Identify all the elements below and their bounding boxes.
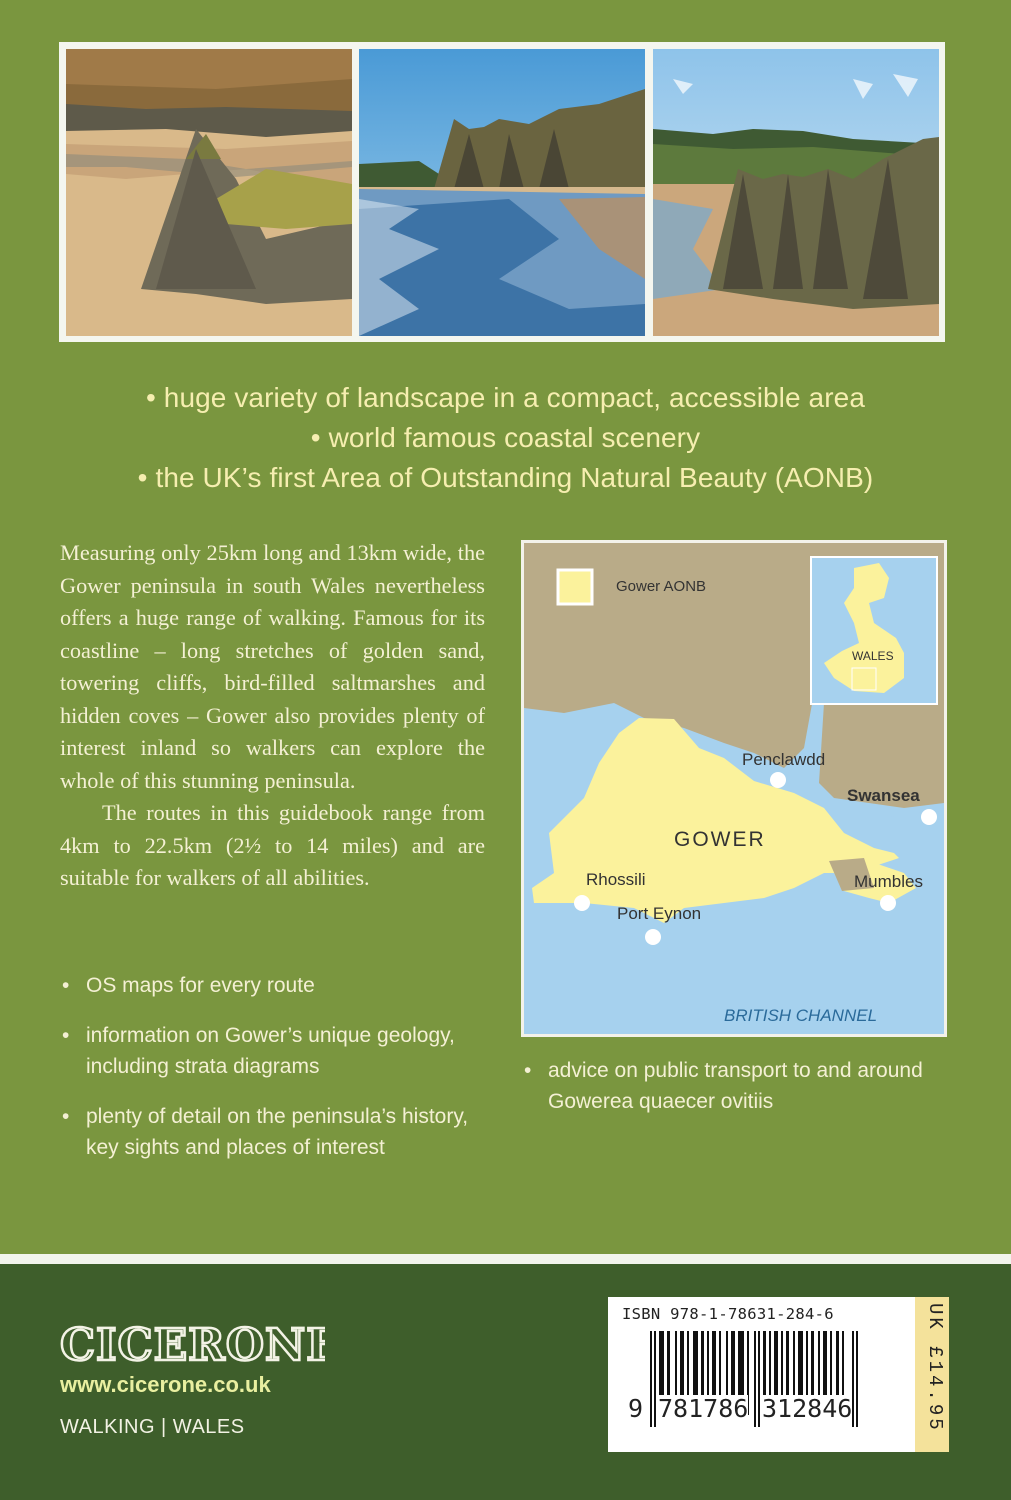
feature-list (60, 970, 500, 1182)
description-paragraph: Measuring only 25km long and 13km wide, the Gower peninsula in south Wales nevertheless offers a huge range of walking. Famous for its coastline – long stretches of golden sand, towering cliffs, bird-filled saltmarshes and hidden coves – Gower also provides plenty of interest inland so walkers can explore the whole of this stunning peninsula. (60, 540, 485, 793)
place-swansea: Swansea (847, 786, 920, 805)
sea-label: BRITISH CHANNEL (724, 1006, 878, 1025)
price-label: UK £14.95 (924, 1303, 946, 1433)
place-mumbles: Mumbles (854, 872, 923, 891)
region-label: GOWER (674, 828, 766, 851)
description-paragraph: The routes in this guidebook range from 4km to 22.5km (2½ to 14 miles) and are suitable for walkers of all abilities. (60, 800, 485, 890)
feature-item: • information on Gower’s unique geology, including strata diagrams (60, 1020, 500, 1082)
price-strip (915, 1297, 949, 1452)
feature-item: • plenty of detail on the peninsula’s history, key sights and places of interest (60, 1101, 500, 1163)
highlight-item: • the UK’s first Area of Outstanding Natural Beauty (AONB) (137, 462, 874, 493)
website-link[interactable]: www.cicerone.co.uk (60, 1372, 271, 1397)
highlight-item: • huge variety of landscape in a compact, accessible area (145, 382, 866, 413)
feature-item: • advice on public transport to and around Gowerea quaecer ovitiis (522, 1055, 942, 1117)
ean-group-right: 312846 (762, 1394, 853, 1423)
place-penclawdd: Penclawdd (742, 750, 826, 769)
place-rhossili: Rhossili (586, 870, 646, 889)
place-port-eynon: Port Eynon (617, 904, 702, 923)
feature-list-right (522, 1055, 942, 1136)
photo-limestone-cliffs (653, 49, 939, 336)
bullet-icon: • (62, 1024, 70, 1047)
footer-divider (0, 1254, 1011, 1264)
category-label: WALKING | WALES (60, 1416, 245, 1438)
ean-first-digit: 9 (628, 1394, 644, 1423)
highlight-item: • world famous coastal scenery (310, 422, 701, 453)
highlights (0, 378, 1011, 498)
photo-strip (59, 42, 945, 342)
feature-item: • OS maps for every route (60, 970, 500, 1001)
gower-map (521, 540, 947, 1037)
svg-text:CICERONE: CICERONE (60, 1320, 325, 1368)
ean-group-left: 781786 (658, 1394, 749, 1423)
bullet-icon: • (524, 1059, 532, 1082)
inset-label: WALES (852, 649, 894, 663)
description (60, 537, 485, 895)
photo-sea-stack (66, 49, 352, 336)
barcode (608, 1297, 915, 1452)
map-legend-label: Gower AONB (616, 578, 707, 595)
isbn-text: ISBN 978-1-78631-284-6 (622, 1305, 834, 1323)
bullet-icon: • (62, 974, 70, 997)
photo-three-cliffs (359, 49, 645, 336)
cicerone-logo (60, 1318, 325, 1373)
bullet-icon: • (62, 1105, 70, 1128)
